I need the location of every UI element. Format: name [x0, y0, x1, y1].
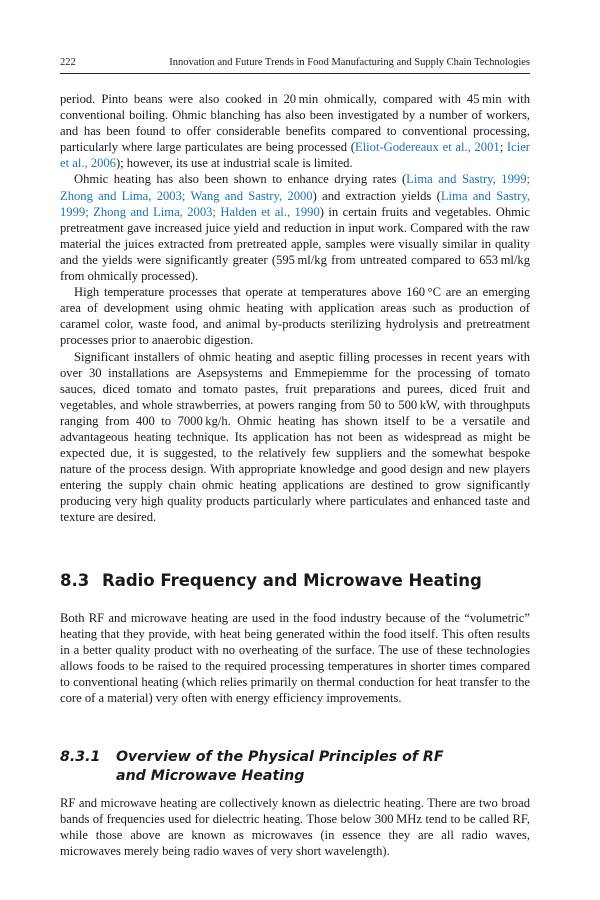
text-run: RF and microwave heating are collectively known as dielectric heating. There are two broad bands of frequencies used for dielectric heating. Those below 300 MHz tend to be called RF, while those above are known as microwaves (in essence they are all radio waves, microwaves merely being radio waves of very short wavelength).: [60, 796, 530, 859]
paragraph: [60, 284, 530, 348]
text-run: ) and extraction yields (: [312, 188, 441, 203]
body-text-block-1: [60, 91, 530, 526]
citation-link[interactable]: Lima and Sastry, 1999; Zhong and Lima, 2003; Wang and Sastry, 2000: [60, 172, 530, 203]
text-run: ;: [499, 140, 507, 155]
section-title: Radio Frequency and Microwave Heating: [102, 571, 482, 590]
text-run: ) in certain fruits and vegetables. Ohmic pretreatment gave increased juice yield and reduction in input work. Compared with the raw material the juices extracted from pretreated apple, samples were visually similar in quality and the yields were significantly greater (595 ml/kg from untreated compared to 653 ml/kg from ohmically processed).: [60, 204, 530, 284]
text-run: High temperature processes that operate at temperatures above 160 °C are an emerging area of development using ohmic heating with application areas such as production of caramel color, waste food, and animal by-products sterilizing hydrolysis and pretreatment processes prior to anaerobic digestion.: [60, 285, 530, 348]
paragraph: [60, 610, 530, 707]
paragraph: [60, 349, 530, 526]
citation-link[interactable]: Lima and Sastry, 1999; Zhong and Lima, 2003; Halden et al., 1990: [60, 188, 531, 219]
section-heading: [60, 571, 540, 590]
text-run: ); however, its use at industrial scale is limited.: [115, 156, 353, 171]
paragraph: [60, 171, 530, 284]
text-run: period. Pinto beans were also cooked in 20 min ohmically, compared with 45 min with conventional boiling. Ohmic blanching has also been investigated by a number of workers, and has been found to offer considerable benefits compared to conventional processing, particularly where large particulates are being processed (: [60, 92, 530, 155]
subsection-title-line-1: Overview of the Physical Principles of RF: [116, 749, 444, 765]
citation-link[interactable]: Icier et al., 2006: [60, 140, 530, 171]
running-title: Innovation and Future Trends in Food Manufacturing and Supply Chain Technologies: [169, 57, 530, 68]
subsection-title-line-2: and Microwave Heating: [116, 767, 305, 784]
paragraph: [60, 91, 530, 171]
header-rule: [60, 73, 530, 74]
body-text-block-2: [60, 610, 530, 707]
citation-link[interactable]: Eliot-Godereaux et al., 2001: [354, 140, 500, 155]
paragraph: [60, 795, 530, 859]
text-run: Ohmic heating has also been shown to enhance drying rates (: [74, 172, 407, 187]
subsection-number: 8.3.1: [60, 749, 101, 765]
page-number: 222: [60, 57, 76, 68]
body-text-block-3: [60, 795, 530, 859]
section-number: 8.3: [60, 571, 90, 590]
text-run: Both RF and microwave heating are used in the food industry because of the “volumetric” heating that they provide, with heat being generated within the food itself. This often results in a better quality product with no overheating of the surface. The use of these technologies allows foods to be raised to the required processing temperatures in shorter times compared to conventional heating (which relies primarily on thermal conduction for heat transfer to the core of a material) very often with energy efficiency improvements.: [60, 611, 530, 706]
text-run: Significant installers of ohmic heating and aseptic filling processes in recent years with over 30 installations are Asepsystems and Emmepiemme for the processing of tomato sauces, diced tomato and tomato pastes, fruit preparations and purees, diced fruit and vegetables, and whole strawberries, at powers ranging from 50 to 500 kW, with throughputs ranging from 400 to 7000 kg/h. Ohmic heating has shown itself to be a versatile and advantageous heating technique. Its application has not been as widespread as might be expected due, it is suggested, to the relatively few suppliers and the somewhat bespoke nature of the process design. With appropriate knowledge and good design and new players entering the supply chain ohmic heating applications are destined to grow significantly producing very high quality products particularly where particulates and enhanced taste and texture are desired.: [60, 349, 530, 525]
